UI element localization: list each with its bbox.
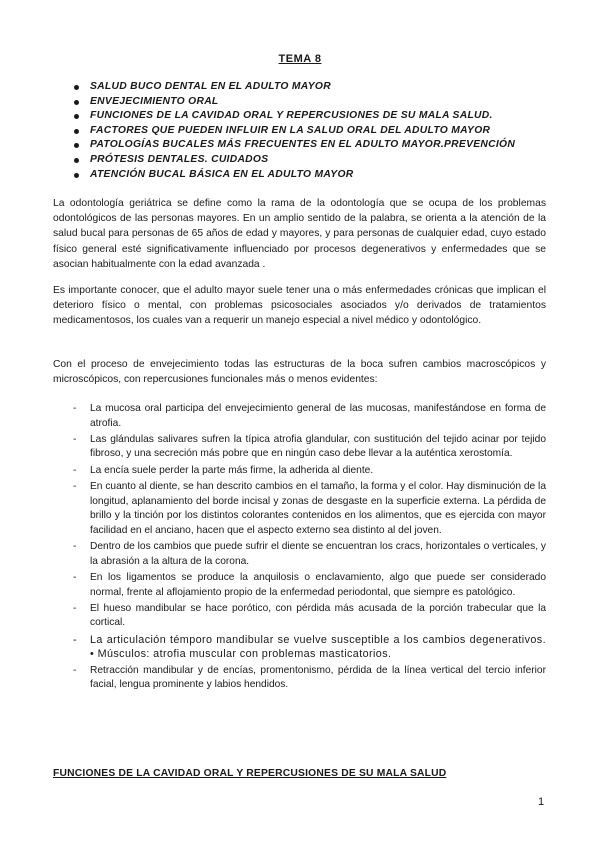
list-item — [73, 664, 546, 693]
section-heading: FUNCIONES DE LA CAVIDAD ORAL Y REPERCUSIONES DE SU MALA SALUD — [53, 768, 447, 779]
topic-text: SALUD BUCO DENTAL EN EL ADULTO MAYOR — [90, 81, 331, 92]
bullet-dot-icon — [74, 114, 79, 119]
list-item-text: El hueso mandibular se hace porótico, con pérdida más acusada de la porción trabecular que la cortical. — [90, 602, 546, 629]
list-item-text: En cuanto al diente, se han descrito cambios en el tamaño, la forma y el color. Hay disminución de la longitud, aplanamiento del borde incisal y zonas de desgaste en la superficie externa. La pérdida de brillo y la tinción por los distintos colorantes contenidos en los alimentos, que es ejercida con mayor facilidad en el anciano, hacen que el aspecto externo sea distinto al del joven. — [90, 481, 546, 536]
bullet-dot-icon — [74, 158, 79, 163]
topic-item — [74, 168, 515, 183]
bullet-dot-icon — [74, 129, 79, 134]
list-item-text: Las glándulas salivares sufren la típica atrofia glandular, con sustitución del tejido acinar por tejido fibroso, y una secreción más pobre que en ningún caso debe llevar a la auténtica xerostomía. — [90, 433, 546, 460]
dash-marker: - — [73, 633, 77, 646]
list-item — [73, 402, 546, 431]
topic-text: FACTORES QUE PUEDEN INFLUIR EN LA SALUD ORAL DEL ADULTO MAYOR — [90, 124, 491, 136]
page-number: 1 — [538, 796, 545, 808]
dash-marker: - — [73, 664, 77, 676]
list-item — [73, 433, 546, 462]
dash-marker: - — [73, 602, 77, 614]
dash-marker: - — [73, 541, 77, 553]
list-item-text: En los ligamentos se produce la anquilosis o enclavamiento, algo que puede ser considerado normal, frente al aflojamiento propio de la enfermedad periodontal, que siempre es patológico. — [90, 571, 546, 598]
oral-changes-list — [73, 402, 546, 694]
topic-text: ATENCIÓN BUCAL BÁSICA EN EL ADULTO MAYOR — [90, 168, 354, 180]
dash-marker: - — [73, 403, 77, 414]
intro-paragraph: La odontología geriátrica se define como la rama de la odontología que se ocupa de los problemas odontológicos de las personas mayores. En un amplio sentido de la palabra, se orienta a la atención de la salud bucal para personas de 65 años de edad y mayores, y para personas de cualquier edad, cuyo estado físico general esté significativamente influenciado por procesos degenerativos y enfermedades que se asocian habitualmente con la edad avanzada . — [53, 198, 546, 270]
bullet-dot-icon — [74, 143, 79, 148]
chronic-disease-paragraph: Es importante conocer, que el adulto mayor suele tener una o más enfermedades crónicas que implican el deterioro físico o mental, con problemas psicosociales asociados y/o derivados de tratamientos medicamentosos, los cuales van a requerir un manejo especial a nivel médico y odontológico. — [53, 285, 546, 327]
dash-marker: - — [73, 433, 77, 445]
list-item — [73, 602, 546, 631]
list-item-text: La encía suele perder la parte más firme, la adherida al diente. — [90, 464, 374, 476]
list-item — [73, 633, 546, 662]
document-title: TEMA 8 — [278, 53, 322, 65]
topic-text: ENVEJECIMIENTO ORAL — [90, 95, 219, 107]
list-item — [73, 540, 546, 569]
dash-marker: - — [73, 481, 77, 493]
list-item — [73, 464, 546, 479]
list-item — [73, 571, 546, 600]
topic-item — [74, 95, 515, 110]
topic-list — [74, 80, 515, 182]
dash-marker: - — [73, 464, 77, 476]
topic-item — [74, 153, 515, 168]
list-item-text: La mucosa oral participa del envejecimiento general de las mucosas, manifestándose en forma de atrofia. — [90, 403, 546, 429]
topic-item — [74, 80, 515, 95]
list-item — [73, 480, 546, 538]
topic-item — [74, 124, 515, 139]
list-item-text: Retracción mandibular y de encías, promentonismo, pérdida de la línea vertical del tercio inferior facial, lengua prominente y labios hendidos. — [90, 664, 546, 691]
aging-changes-paragraph: Con el proceso de envejecimiento todas las estructuras de la boca sufren cambios macroscópicos y microscópicos, con repercusiones funcionales más o menos evidentes: — [53, 359, 546, 386]
list-item-text: La articulación témporo mandibular se vuelve susceptible a los cambios degenerativos. • Músculos: atrofia muscular con problemas masticatorios. — [90, 633, 546, 661]
bullet-dot-icon — [74, 100, 79, 105]
topic-text: PATOLOGÍAS BUCALES MÁS FRECUENTES EN EL ADULTO MAYOR.PREVENCIÓN — [90, 139, 516, 151]
topic-item — [74, 109, 515, 124]
dash-marker: - — [73, 571, 77, 583]
topic-text: PRÓTESIS DENTALES. CUIDADOS — [90, 153, 269, 165]
list-item-text: Dentro de los cambios que puede sufrir el diente se encuentran los cracs, horizontales o verticales, y la abrasión a la altura de la corona. — [90, 541, 546, 567]
topic-item — [74, 138, 515, 153]
bullet-dot-icon — [74, 85, 79, 90]
bullet-dot-icon — [74, 173, 79, 178]
topic-text: FUNCIONES DE LA CAVIDAD ORAL Y REPERCUSIONES DE SU MALA SALUD. — [90, 110, 493, 122]
